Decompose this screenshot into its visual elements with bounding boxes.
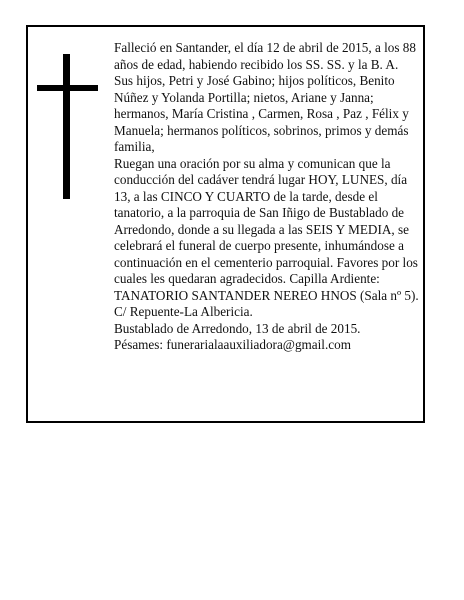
death-announcement: Falleció en Santander, el día 12 de abril de 2015, a los 88 años de edad, habiendo recibido los SS. SS. y la B. A. [114,40,416,72]
family-list: Sus hijos, Petri y José Gabino; hijos políticos, Benito Núñez y Yolanda Portilla; nietos, Ariane y Janna; hermanos, María Cristina , Carmen, Rosa , Paz , Félix y Manuela; hermanos políticos, sobrinos, primos y demás familia, [114,73,409,154]
obituary-notice [26,25,425,423]
cross-horizontal-bar [37,85,98,91]
funeral-details: Ruegan una oración por su alma y comunican que la conducción del cadáver tendrá lugar HOY, LUNES, día 13, a las CINCO Y CUARTO de la tarde, desde el tanatorio, a la parroquia de San Iñigo de Bustablado de Arredondo, donde a su llegada a las SEIS Y MEDIA, se celebrará el funeral de cuerpo presente, inhumándose a continuación en el cementerio parroquial. Favores por los cuales les quedaran agradecidos. Capilla Ardiente: TANATORIO SANTANDER NEREO HNOS (Sala nº 5). C/ Repuente-La Albericia. [114,155,419,319]
condolences-email: Pésames: funerarialaauxiliadora@gmail.com [114,337,351,352]
obituary-text [114,40,426,354]
place-date: Bustablado de Arredondo, 13 de abril de 2015. [114,320,361,336]
cross-icon [37,54,98,199]
cross-vertical-bar [63,54,70,199]
